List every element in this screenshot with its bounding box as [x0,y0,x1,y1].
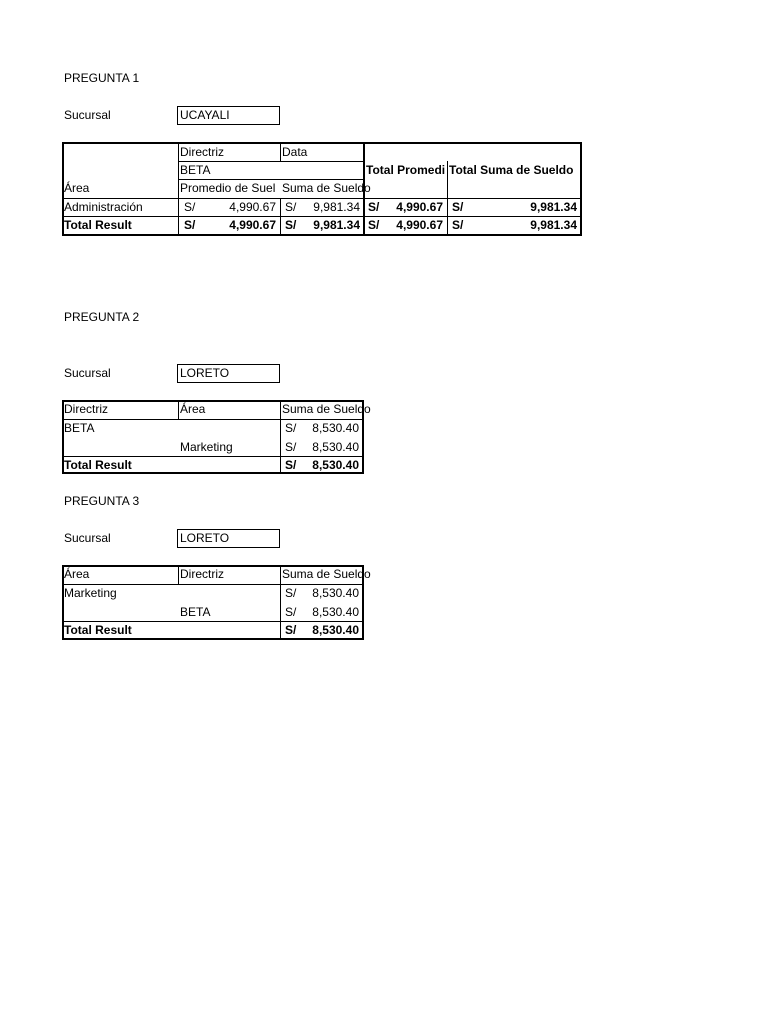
q1-total-prom: 4,990.67 [229,218,276,232]
q1-total-suma-currency: S/ [285,218,297,232]
q1-total-prom-header: Total Promedi [366,163,446,177]
q2-row1-currency: S/ [285,421,297,435]
q2-total-value: 8,530.40 [312,458,359,472]
q1-branch-input[interactable]: UCAYALI [177,106,280,125]
q1-row-prom-currency: S/ [184,200,196,214]
q1-directriz-value: BETA [180,163,211,177]
q1-total-suma-header: Total Suma de Sueldo [449,163,574,177]
q1-total-tprom-currency: S/ [368,218,380,232]
q2-col3-header: Suma de Sueldo [282,402,371,416]
q2-row2-value: 8,530.40 [312,440,359,454]
q1-total-suma: 9,981.34 [313,218,360,232]
q1-total-tsuma: 9,981.34 [530,218,577,232]
q2-col1-header: Directriz [64,402,108,416]
q2-title: PREGUNTA 2 [64,310,140,324]
q3-total-currency: S/ [285,623,297,637]
q1-row-suma: 9,981.34 [313,200,360,214]
q1-suma-header: Suma de Sueldo [282,181,371,195]
q1-area-header: Área [64,181,90,195]
q3-title: PREGUNTA 3 [64,494,140,508]
q3-branch-input[interactable]: LORETO [177,529,280,548]
q3-row2-value: 8,530.40 [312,605,359,619]
q3-col1-header: Área [64,567,90,581]
q2-col2-header: Área [180,402,206,416]
q1-row-prom: 4,990.67 [229,200,276,214]
q1-row-tsuma: 9,981.34 [530,200,577,214]
q3-row2-currency: S/ [285,605,297,619]
q1-total-tsuma-currency: S/ [452,218,464,232]
q3-total-label: Total Result [64,623,132,637]
q1-total-prom-currency: S/ [184,218,196,232]
q3-row1-area: Marketing [64,586,117,600]
q2-row2-area: Marketing [180,440,233,454]
q3-branch-label: Sucursal [64,531,111,545]
q2-row1-value: 8,530.40 [312,421,359,435]
q3-total-value: 8,530.40 [312,623,359,637]
q1-row-tprom-currency: S/ [368,200,380,214]
q2-row2-currency: S/ [285,440,297,454]
q1-row-suma-currency: S/ [285,200,297,214]
q2-total-currency: S/ [285,458,297,472]
q3-col3-header: Suma de Sueldo [282,567,371,581]
q1-title: PREGUNTA 1 [64,71,140,85]
q2-branch-input[interactable]: LORETO [177,364,280,383]
q1-row-area: Administración [64,200,143,214]
q3-col2-header: Directriz [180,567,224,581]
q2-branch-label: Sucursal [64,366,111,380]
q3-row2-directriz: BETA [180,605,211,619]
q1-prom-header: Promedio de Suel [180,181,276,195]
q1-directriz-header: Directriz [180,145,224,159]
q2-row1-directriz: BETA [64,421,95,435]
q1-row-tsuma-currency: S/ [452,200,464,214]
q1-total-tprom: 4,990.67 [396,218,443,232]
q3-row1-currency: S/ [285,586,297,600]
q2-total-label: Total Result [64,458,132,472]
q1-row-tprom: 4,990.67 [396,200,443,214]
q1-data-header: Data [282,145,308,159]
q1-total-label: Total Result [64,218,132,232]
q3-row1-value: 8,530.40 [312,586,359,600]
q1-branch-label: Sucursal [64,108,111,122]
